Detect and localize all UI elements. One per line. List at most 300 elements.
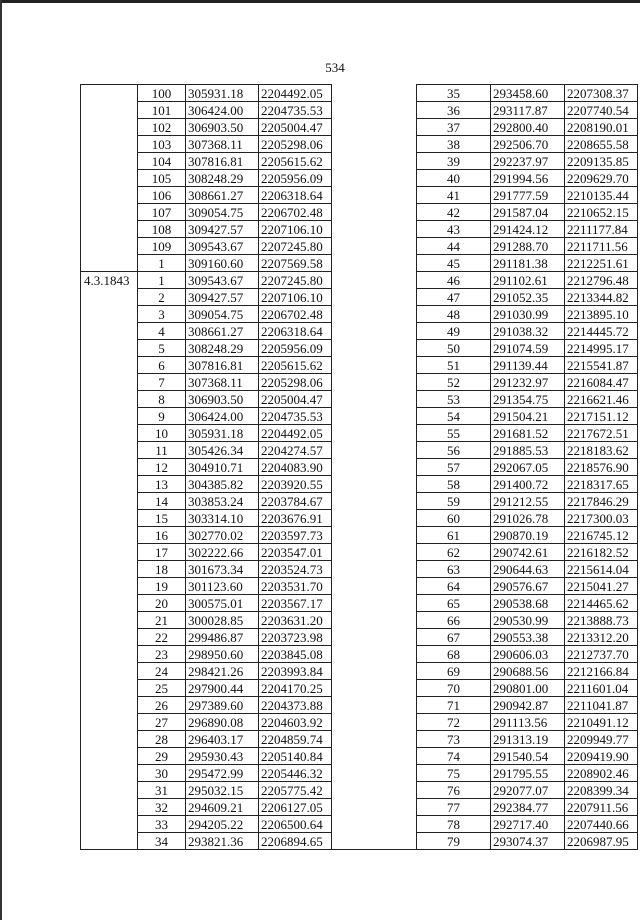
x-coordinate-cell: 290870.19: [491, 527, 565, 544]
x-coordinate-cell: 291232.97: [491, 374, 565, 391]
y-coordinate-cell: 2203784.67: [259, 493, 332, 510]
point-number-cell: 41: [417, 187, 491, 204]
y-coordinate-cell: 2217846.29: [565, 493, 638, 510]
y-coordinate-cell: 2203567.17: [259, 595, 332, 612]
point-number-cell: 17: [138, 544, 186, 561]
right-blank-cell: [332, 340, 417, 357]
point-number-cell: 20: [138, 595, 186, 612]
x-coordinate-cell: 291288.70: [491, 238, 565, 255]
right-blank-cell: [332, 408, 417, 425]
y-coordinate-cell: 2211041.87: [565, 697, 638, 714]
date-cell: [81, 357, 138, 374]
point-number-cell: 71: [417, 697, 491, 714]
x-coordinate-cell: 293117.87: [491, 102, 565, 119]
date-cell: [81, 340, 138, 357]
y-coordinate-cell: 2203676.91: [259, 510, 332, 527]
table-row: [81, 782, 638, 799]
date-cell: [81, 221, 138, 238]
y-coordinate-cell: 2210491.12: [565, 714, 638, 731]
x-coordinate-cell: 291587.04: [491, 204, 565, 221]
x-coordinate-cell: 306903.50: [186, 391, 259, 408]
right-blank-cell: [332, 731, 417, 748]
date-cell: [81, 510, 138, 527]
right-blank-cell: [332, 170, 417, 187]
y-coordinate-cell: 2204603.92: [259, 714, 332, 731]
point-number-cell: 35: [417, 85, 491, 102]
date-cell: [81, 323, 138, 340]
table-row: [81, 136, 638, 153]
point-number-cell: 73: [417, 731, 491, 748]
date-cell: [81, 442, 138, 459]
y-coordinate-cell: 2204170.25: [259, 680, 332, 697]
date-cell: [81, 255, 138, 272]
right-blank-cell: [332, 85, 417, 102]
table-row: [81, 816, 638, 833]
point-number-cell: 78: [417, 816, 491, 833]
right-blank-cell: [332, 357, 417, 374]
x-coordinate-cell: 292717.40: [491, 816, 565, 833]
x-coordinate-cell: 291681.52: [491, 425, 565, 442]
right-blank-cell: [332, 510, 417, 527]
table-row: [81, 289, 638, 306]
x-coordinate-cell: 291540.54: [491, 748, 565, 765]
table-row: [81, 442, 638, 459]
y-coordinate-cell: 2206987.95: [565, 833, 638, 850]
table-row: [81, 238, 638, 255]
point-number-cell: 29: [138, 748, 186, 765]
y-coordinate-cell: 2207308.37: [565, 85, 638, 102]
point-number-cell: 9: [138, 408, 186, 425]
date-cell: [81, 765, 138, 782]
x-coordinate-cell: 290688.56: [491, 663, 565, 680]
date-cell: [81, 748, 138, 765]
point-number-cell: 62: [417, 544, 491, 561]
x-coordinate-cell: 301673.34: [186, 561, 259, 578]
date-cell: [81, 119, 138, 136]
date-cell: 4.3.1843: [81, 272, 138, 289]
x-coordinate-cell: 295032.15: [186, 782, 259, 799]
table-row: [81, 629, 638, 646]
x-coordinate-cell: 301123.60: [186, 578, 259, 595]
y-coordinate-cell: 2213895.10: [565, 306, 638, 323]
table-row: [81, 221, 638, 238]
right-blank-cell: [332, 459, 417, 476]
y-coordinate-cell: 2204859.74: [259, 731, 332, 748]
point-number-cell: 56: [417, 442, 491, 459]
date-cell: [81, 459, 138, 476]
y-coordinate-cell: 2207911.56: [565, 799, 638, 816]
point-number-cell: 7: [138, 374, 186, 391]
date-cell: [81, 306, 138, 323]
y-coordinate-cell: 2215041.27: [565, 578, 638, 595]
date-cell: [81, 408, 138, 425]
y-coordinate-cell: 2205140.84: [259, 748, 332, 765]
right-blank-cell: [332, 289, 417, 306]
table-row: [81, 408, 638, 425]
x-coordinate-cell: 307816.81: [186, 357, 259, 374]
right-blank-cell: [332, 153, 417, 170]
table-row: [81, 527, 638, 544]
right-blank-cell: [332, 816, 417, 833]
point-number-cell: 8: [138, 391, 186, 408]
y-coordinate-cell: 2211711.56: [565, 238, 638, 255]
date-cell: [81, 612, 138, 629]
date-cell: [81, 476, 138, 493]
x-coordinate-cell: 306424.00: [186, 102, 259, 119]
x-coordinate-cell: 292506.70: [491, 136, 565, 153]
point-number-cell: 2: [138, 289, 186, 306]
x-coordinate-cell: 292077.07: [491, 782, 565, 799]
point-number-cell: 34: [138, 833, 186, 850]
right-blank-cell: [332, 306, 417, 323]
point-number-cell: 19: [138, 578, 186, 595]
table-row: [81, 595, 638, 612]
y-coordinate-cell: 2203920.55: [259, 476, 332, 493]
table-row: [81, 187, 638, 204]
y-coordinate-cell: 2215614.04: [565, 561, 638, 578]
right-blank-cell: [332, 595, 417, 612]
scan-edge-top: [0, 0, 640, 3]
point-number-cell: 108: [138, 221, 186, 238]
date-cell: [81, 595, 138, 612]
table-row: [81, 153, 638, 170]
y-coordinate-cell: 2205956.09: [259, 170, 332, 187]
y-coordinate-cell: 2208655.58: [565, 136, 638, 153]
x-coordinate-cell: 307368.11: [186, 374, 259, 391]
point-number-cell: 77: [417, 799, 491, 816]
x-coordinate-cell: 292067.05: [491, 459, 565, 476]
date-cell: [81, 170, 138, 187]
date-cell: [81, 238, 138, 255]
point-number-cell: 45: [417, 255, 491, 272]
y-coordinate-cell: 2207106.10: [259, 221, 332, 238]
x-coordinate-cell: 293074.37: [491, 833, 565, 850]
point-number-cell: 1: [138, 255, 186, 272]
table-row: [81, 85, 638, 102]
date-cell: [81, 680, 138, 697]
table-row: [81, 748, 638, 765]
point-number-cell: 43: [417, 221, 491, 238]
date-cell: [81, 425, 138, 442]
point-number-cell: 44: [417, 238, 491, 255]
date-cell: [81, 527, 138, 544]
table-row: [81, 255, 638, 272]
table-row: [81, 357, 638, 374]
y-coordinate-cell: 2216182.52: [565, 544, 638, 561]
point-number-cell: 37: [417, 119, 491, 136]
x-coordinate-cell: 309054.75: [186, 204, 259, 221]
point-number-cell: 54: [417, 408, 491, 425]
point-number-cell: 55: [417, 425, 491, 442]
right-blank-cell: [332, 612, 417, 629]
y-coordinate-cell: 2203845.08: [259, 646, 332, 663]
point-number-cell: 31: [138, 782, 186, 799]
right-blank-cell: [332, 578, 417, 595]
x-coordinate-cell: 305426.34: [186, 442, 259, 459]
table-row: [81, 680, 638, 697]
y-coordinate-cell: 2218183.62: [565, 442, 638, 459]
right-blank-cell: [332, 238, 417, 255]
right-blank-cell: [332, 391, 417, 408]
y-coordinate-cell: 2204083.90: [259, 459, 332, 476]
point-number-cell: 15: [138, 510, 186, 527]
right-blank-cell: [332, 221, 417, 238]
y-coordinate-cell: 2206500.64: [259, 816, 332, 833]
x-coordinate-cell: 291181.38: [491, 255, 565, 272]
date-cell: [81, 697, 138, 714]
date-cell: [81, 561, 138, 578]
y-coordinate-cell: 2205615.62: [259, 357, 332, 374]
y-coordinate-cell: 2209135.85: [565, 153, 638, 170]
point-number-cell: 21: [138, 612, 186, 629]
point-number-cell: 107: [138, 204, 186, 221]
point-number-cell: 16: [138, 527, 186, 544]
point-number-cell: 23: [138, 646, 186, 663]
x-coordinate-cell: 290942.87: [491, 697, 565, 714]
right-blank-cell: [332, 544, 417, 561]
y-coordinate-cell: 2210652.15: [565, 204, 638, 221]
right-blank-cell: [332, 799, 417, 816]
date-cell: [81, 85, 138, 102]
y-coordinate-cell: 2203547.01: [259, 544, 332, 561]
x-coordinate-cell: 307816.81: [186, 153, 259, 170]
x-coordinate-cell: 290576.67: [491, 578, 565, 595]
page-number: 534: [325, 60, 345, 75]
y-coordinate-cell: 2206318.64: [259, 323, 332, 340]
point-number-cell: 51: [417, 357, 491, 374]
y-coordinate-cell: 2204274.57: [259, 442, 332, 459]
x-coordinate-cell: 309543.67: [186, 272, 259, 289]
x-coordinate-cell: 309160.60: [186, 255, 259, 272]
right-blank-cell: [332, 425, 417, 442]
y-coordinate-cell: 2211177.84: [565, 221, 638, 238]
right-blank-cell: [332, 765, 417, 782]
table-row: [81, 323, 638, 340]
point-number-cell: 30: [138, 765, 186, 782]
point-number-cell: 48: [417, 306, 491, 323]
date-cell: [81, 493, 138, 510]
y-coordinate-cell: 2204492.05: [259, 85, 332, 102]
right-blank-cell: [332, 102, 417, 119]
x-coordinate-cell: 308248.29: [186, 340, 259, 357]
right-blank-cell: [332, 204, 417, 221]
y-coordinate-cell: 2204735.53: [259, 408, 332, 425]
right-blank-cell: [332, 748, 417, 765]
table-row: [81, 204, 638, 221]
y-coordinate-cell: 2203531.70: [259, 578, 332, 595]
x-coordinate-cell: 291052.35: [491, 289, 565, 306]
point-number-cell: 49: [417, 323, 491, 340]
y-coordinate-cell: 2212251.61: [565, 255, 638, 272]
y-coordinate-cell: 2212166.84: [565, 663, 638, 680]
date-cell: [81, 731, 138, 748]
point-number-cell: 22: [138, 629, 186, 646]
y-coordinate-cell: 2209629.70: [565, 170, 638, 187]
point-number-cell: 100: [138, 85, 186, 102]
y-coordinate-cell: 2205615.62: [259, 153, 332, 170]
date-cell: [81, 102, 138, 119]
x-coordinate-cell: 307368.11: [186, 136, 259, 153]
x-coordinate-cell: 298950.60: [186, 646, 259, 663]
table-row: [81, 510, 638, 527]
table-row: [81, 459, 638, 476]
point-number-cell: 53: [417, 391, 491, 408]
right-blank-cell: [332, 255, 417, 272]
table-row: [81, 306, 638, 323]
x-coordinate-cell: 308248.29: [186, 170, 259, 187]
x-coordinate-cell: 302770.02: [186, 527, 259, 544]
point-number-cell: 46: [417, 272, 491, 289]
y-coordinate-cell: 2215541.87: [565, 357, 638, 374]
point-number-cell: 104: [138, 153, 186, 170]
table-row: [81, 561, 638, 578]
x-coordinate-cell: 300028.85: [186, 612, 259, 629]
y-coordinate-cell: 2211601.04: [565, 680, 638, 697]
x-coordinate-cell: 291313.19: [491, 731, 565, 748]
point-number-cell: 105: [138, 170, 186, 187]
y-coordinate-cell: 2209949.77: [565, 731, 638, 748]
point-number-cell: 10: [138, 425, 186, 442]
x-coordinate-cell: 303853.24: [186, 493, 259, 510]
x-coordinate-cell: 291026.78: [491, 510, 565, 527]
y-coordinate-cell: 2206702.48: [259, 204, 332, 221]
y-coordinate-cell: 2207245.80: [259, 238, 332, 255]
y-coordinate-cell: 2203993.84: [259, 663, 332, 680]
y-coordinate-cell: 2203524.73: [259, 561, 332, 578]
table-row: [81, 833, 638, 850]
point-number-cell: 36: [417, 102, 491, 119]
y-coordinate-cell: 2217672.51: [565, 425, 638, 442]
right-blank-cell: [332, 680, 417, 697]
x-coordinate-cell: 291212.55: [491, 493, 565, 510]
x-coordinate-cell: 309427.57: [186, 221, 259, 238]
coordinate-table: [80, 84, 638, 850]
x-coordinate-cell: 291139.44: [491, 357, 565, 374]
x-coordinate-cell: 294609.21: [186, 799, 259, 816]
table-row: [81, 340, 638, 357]
right-blank-cell: [332, 272, 417, 289]
y-coordinate-cell: 2212796.48: [565, 272, 638, 289]
date-cell: [81, 629, 138, 646]
table-row: [81, 102, 638, 119]
point-number-cell: 65: [417, 595, 491, 612]
table-row: [81, 374, 638, 391]
x-coordinate-cell: 292800.40: [491, 119, 565, 136]
point-number-cell: 18: [138, 561, 186, 578]
x-coordinate-cell: 291038.32: [491, 323, 565, 340]
y-coordinate-cell: 2206127.05: [259, 799, 332, 816]
x-coordinate-cell: 291102.61: [491, 272, 565, 289]
y-coordinate-cell: 2208399.34: [565, 782, 638, 799]
point-number-cell: 64: [417, 578, 491, 595]
y-coordinate-cell: 2203723.98: [259, 629, 332, 646]
y-coordinate-cell: 2204735.53: [259, 102, 332, 119]
table-row: [81, 765, 638, 782]
y-coordinate-cell: 2205775.42: [259, 782, 332, 799]
y-coordinate-cell: 2213312.20: [565, 629, 638, 646]
point-number-cell: 52: [417, 374, 491, 391]
x-coordinate-cell: 304385.82: [186, 476, 259, 493]
right-blank-cell: [332, 323, 417, 340]
y-coordinate-cell: 2217151.12: [565, 408, 638, 425]
x-coordinate-cell: 298421.26: [186, 663, 259, 680]
point-number-cell: 5: [138, 340, 186, 357]
point-number-cell: 106: [138, 187, 186, 204]
point-number-cell: 27: [138, 714, 186, 731]
point-number-cell: 40: [417, 170, 491, 187]
x-coordinate-cell: 308661.27: [186, 187, 259, 204]
x-coordinate-cell: 291777.59: [491, 187, 565, 204]
table-row: [81, 493, 638, 510]
right-blank-cell: [332, 493, 417, 510]
x-coordinate-cell: 295472.99: [186, 765, 259, 782]
y-coordinate-cell: 2207106.10: [259, 289, 332, 306]
y-coordinate-cell: 2216621.46: [565, 391, 638, 408]
point-number-cell: 58: [417, 476, 491, 493]
table-row: [81, 544, 638, 561]
point-number-cell: 32: [138, 799, 186, 816]
table-row: [81, 170, 638, 187]
table-row: [81, 391, 638, 408]
point-number-cell: 3: [138, 306, 186, 323]
point-number-cell: 57: [417, 459, 491, 476]
point-number-cell: 60: [417, 510, 491, 527]
point-number-cell: 75: [417, 765, 491, 782]
x-coordinate-cell: 299486.87: [186, 629, 259, 646]
point-number-cell: 4: [138, 323, 186, 340]
right-blank-cell: [332, 136, 417, 153]
point-number-cell: 79: [417, 833, 491, 850]
right-blank-cell: [332, 646, 417, 663]
point-number-cell: 42: [417, 204, 491, 221]
table-row: [81, 663, 638, 680]
date-cell: [81, 153, 138, 170]
y-coordinate-cell: 2205004.47: [259, 119, 332, 136]
x-coordinate-cell: 303314.10: [186, 510, 259, 527]
right-blank-cell: [332, 663, 417, 680]
date-cell: [81, 646, 138, 663]
table-row: [81, 697, 638, 714]
y-coordinate-cell: 2205298.06: [259, 374, 332, 391]
x-coordinate-cell: 304910.71: [186, 459, 259, 476]
point-number-cell: 103: [138, 136, 186, 153]
y-coordinate-cell: 2214465.62: [565, 595, 638, 612]
date-cell: [81, 799, 138, 816]
point-number-cell: 68: [417, 646, 491, 663]
y-coordinate-cell: 2206894.65: [259, 833, 332, 850]
table-row: [81, 578, 638, 595]
y-coordinate-cell: 2212737.70: [565, 646, 638, 663]
point-number-cell: 14: [138, 493, 186, 510]
y-coordinate-cell: 2205956.09: [259, 340, 332, 357]
right-blank-cell: [332, 629, 417, 646]
point-number-cell: 6: [138, 357, 186, 374]
y-coordinate-cell: 2208190.01: [565, 119, 638, 136]
x-coordinate-cell: 305931.18: [186, 425, 259, 442]
point-number-cell: 109: [138, 238, 186, 255]
point-number-cell: 13: [138, 476, 186, 493]
scan-edge-left: [0, 0, 2, 920]
right-blank-cell: [332, 442, 417, 459]
x-coordinate-cell: 290644.63: [491, 561, 565, 578]
table-row: [81, 612, 638, 629]
x-coordinate-cell: 296403.17: [186, 731, 259, 748]
x-coordinate-cell: 306903.50: [186, 119, 259, 136]
point-number-cell: 39: [417, 153, 491, 170]
x-coordinate-cell: 309543.67: [186, 238, 259, 255]
x-coordinate-cell: 300575.01: [186, 595, 259, 612]
y-coordinate-cell: 2205446.32: [259, 765, 332, 782]
